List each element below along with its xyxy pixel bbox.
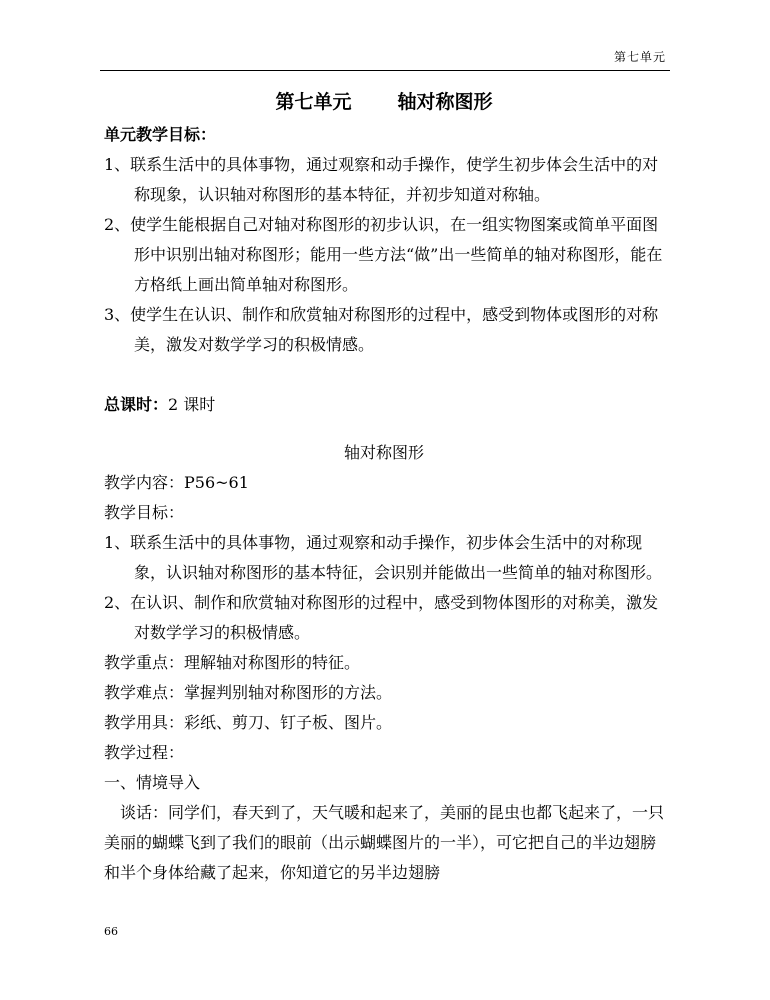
unit-goal-item: 1、联系生活中的具体事物，通过观察和动手操作，使学生初步体会生活中的对称现象，认识轴对称图形的基本特征，并初步知道对称轴。: [104, 155, 659, 204]
document-body: [104, 88, 664, 888]
header-divider: [100, 70, 670, 71]
section-heading: 一、情境导入: [104, 773, 201, 792]
lesson-content: 教学内容：P56~61: [104, 473, 249, 492]
total-hours: [104, 390, 664, 420]
total-hours-label: 总课时：: [104, 395, 169, 414]
lesson-goal-item: 2、在认识、制作和欣赏轴对称图形的过程中，感受到物体图形的对称美，激发对数学学习的积极情感。: [104, 593, 659, 642]
total-hours-value: 2 课时: [168, 395, 216, 414]
teaching-tools: 教学用具：彩纸、剪刀、钉子板、图片。: [104, 713, 393, 732]
unit-goal-item: 2、使学生能根据自己对轴对称图形的初步认识，在一组实物图案或简单平面图形中识别出轴对称图形；能用一些方法“做”出一些简单的轴对称图形，能在方格纸上画出简单轴对称图形。: [104, 215, 663, 294]
title-topic: 轴对称图形: [397, 91, 493, 113]
difficulty: 教学难点：掌握判别轴对称图形的方法。: [104, 683, 393, 702]
running-header: 第七单元: [613, 50, 666, 64]
intro-paragraph: 谈话：同学们，春天到了，天气暖和起来了，美丽的昆虫也都飞起来了，一只美丽的蝴蝶飞到了我们的眼前（出示蝴蝶图片的一半），可它把自己的半边翅膀和半个身体给藏了起来，你知道它的另半边翅膀: [104, 803, 665, 882]
page-title: [104, 88, 664, 116]
lesson-title: 轴对称图形: [343, 443, 424, 462]
key-point: 教学重点：理解轴对称图形的特征。: [104, 653, 361, 672]
unit-goals-heading: 单元教学目标：: [104, 125, 217, 144]
title-unit: 第七单元: [275, 91, 352, 113]
page-number: 66: [104, 925, 118, 938]
process-heading: 教学过程：: [104, 743, 185, 762]
unit-goal-item: 3、使学生在认识、制作和欣赏轴对称图形的过程中，感受到物体或图形的对称美，激发对数学学习的积极情感。: [104, 305, 659, 354]
lesson-goals-heading: 教学目标：: [104, 503, 185, 522]
lesson-goal-item: 1、联系生活中的具体事物，通过观察和动手操作，初步体会生活中的对称现象，认识轴对称图形的基本特征，会识别并能做出一些简单的轴对称图形。: [104, 533, 663, 582]
